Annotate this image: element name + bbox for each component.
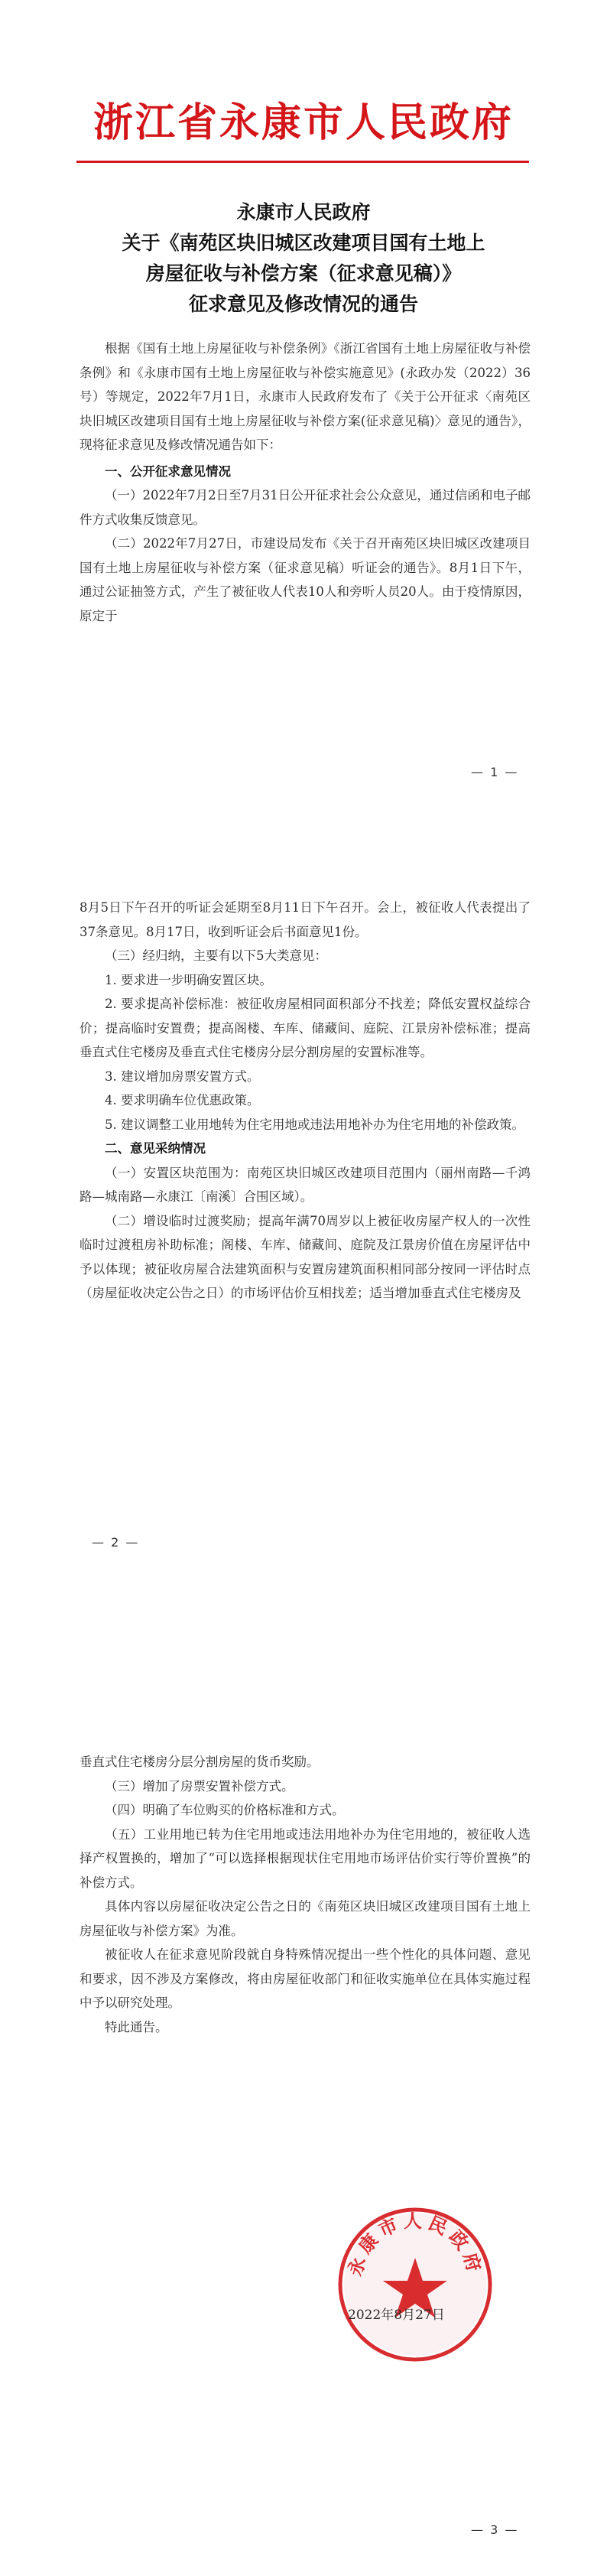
opinion-item-4: 4. 要求明确车位优惠政策。 (105, 1093, 260, 1107)
title-line-4: 征求意见及修改情况的通告 (188, 293, 418, 315)
document-title (0, 197, 607, 320)
section-1-paragraph-3: （三）经归纳，主要有以下5大类意见： (105, 948, 327, 963)
section-2-paragraph-2-continued: 垂直式住宅楼房分层分割房屋的货币奖励。 (80, 1755, 320, 1769)
section-2-paragraph-6: 具体内容以房屋征收决定公告之日的《南苑区块旧城区改建项目国有土地上房屋征收与补偿方案》为准。 (80, 1899, 531, 1938)
title-line-3: 房屋征收与补偿方案（征求意见稿）》 (145, 262, 462, 285)
page-2 (0, 859, 607, 1718)
opinion-item-3: 3. 建议增加房票安置方式。 (105, 1068, 260, 1084)
document-header-title: 浙江省永康市人民政府 (93, 100, 514, 146)
opinion-item-1: 1. 要求进一步明确安置区块。 (105, 972, 272, 987)
section-2-paragraph-1: （一）安置区块范围为：南苑区块旧城区改建项目范围内（丽州南路—千鸿路—城南路—永康江〔南溪〕合围区域）。 (80, 1165, 531, 1204)
section-2-paragraph-5: （五）工业用地已转为住宅用地或违法用地补办为住宅用地的，被征收人选择产权置换的，增加了“可以选择根据现状住宅用地市场评估价实行等价置换”的补偿方式。 (80, 1826, 531, 1890)
section-1-paragraph-2-continued: 8月5日下午召开的听证会延期至8月11日下午召开。会上，被征收人代表提出了37条意见。8月17日，收到听证会后书面意见1份。 (80, 900, 531, 939)
section-1-paragraph-1: （一）2022年7月2日至7月31日公开征求社会公众意见，通过信函和电子邮件方式收集反馈意见。 (80, 488, 531, 527)
page-number-1: — 1 — (471, 765, 519, 779)
section-2-paragraph-7: 被征收人在征求意见阶段就自身特殊情况提出一些个性化的具体问题、意见和要求，因不涉及方案修改，将由房屋征收部门和征收实施单位在具体实施过程中予以研究处理。 (80, 1947, 531, 2010)
section-2-paragraph-2: （二）增设临时过渡奖励；提高年满70周岁以上被征收房屋产权人的一次性临时过渡租房补助标准；阁楼、车库、储藏间、庭院及江景房价值在房屋评估中予以体现；被征收房屋合法建筑面积与安置房建筑面积相同部分按同一评估时点（房屋征收决定公告之日）的市场评估价互相找差；适当增加垂直式住宅楼房及 (80, 1213, 531, 1300)
page-3-body (80, 1750, 531, 2039)
section-2-heading: 二、意见采纳情况 (105, 1141, 206, 1156)
section-2-paragraph-4: （四）明确了车位购买的价格标准和方式。 (105, 1803, 345, 1817)
section-1-paragraph-2: （二）2022年7月27日，市建设局发布《关于召开南苑区块旧城区改建项目国有土地上房屋征收与补偿方案（征求意见稿）听证会的通告》。8月1日下午，通过公证抽签方式，产生了被征收人代表10人和旁听人员20人。由于疫情原因，原定于 (80, 536, 531, 623)
official-seal-icon (335, 2204, 495, 2365)
title-line-1: 永康市人民政府 (236, 201, 371, 223)
section-1-heading: 一、公开征求意见情况 (105, 463, 231, 479)
signature-date: 2022年8月27日 (348, 2308, 445, 2323)
svg-text:永康市人民政府: 永康市人民政府 (344, 2210, 486, 2278)
header-red-rule (76, 161, 529, 163)
page-number-2: — 2 — (92, 1535, 140, 1550)
section-2-paragraph-3: （三）增加了房票安置补偿方式。 (105, 1778, 294, 1794)
page-number-3: — 3 — (471, 2522, 519, 2537)
title-line-2: 关于《南苑区块旧城区改建项目国有土地上 (122, 232, 485, 254)
intro-paragraph: 根据《国有土地上房屋征收与补偿条例》《浙江省国有土地上房屋征收与补偿条例》和《永康市国有土地上房屋征收与补偿实施意见》(永政办发（2022）36号）等规定，2022年7月1日，永康市人民政府发布了《关于公开征求〈南苑区块旧城区改建项目国有土地上房屋征收与补偿方案(征求意见稿)〉意见的通告》，现将征求意见及修改情况通告如下： (80, 341, 531, 452)
page-2-body (80, 896, 531, 1306)
page-1-body (80, 337, 531, 628)
closing-statement: 特此通告。 (105, 2019, 168, 2034)
opinion-item-2: 2. 要求提高补偿标准：被征收房屋相同面积部分不找差；降低安置权益综合价；提高临时安置费；提高阁楼、车库、储藏间、庭院、江景房补偿标准；提高垂直式住宅楼房及垂直式住宅楼房分层分割房屋的安置标准等。 (80, 997, 531, 1059)
opinion-item-5: 5. 建议调整工业用地转为住宅用地或违法用地补办为住宅用地的补偿政策。 (105, 1117, 524, 1132)
page-1 (0, 0, 607, 859)
page-3 (0, 1718, 607, 2576)
